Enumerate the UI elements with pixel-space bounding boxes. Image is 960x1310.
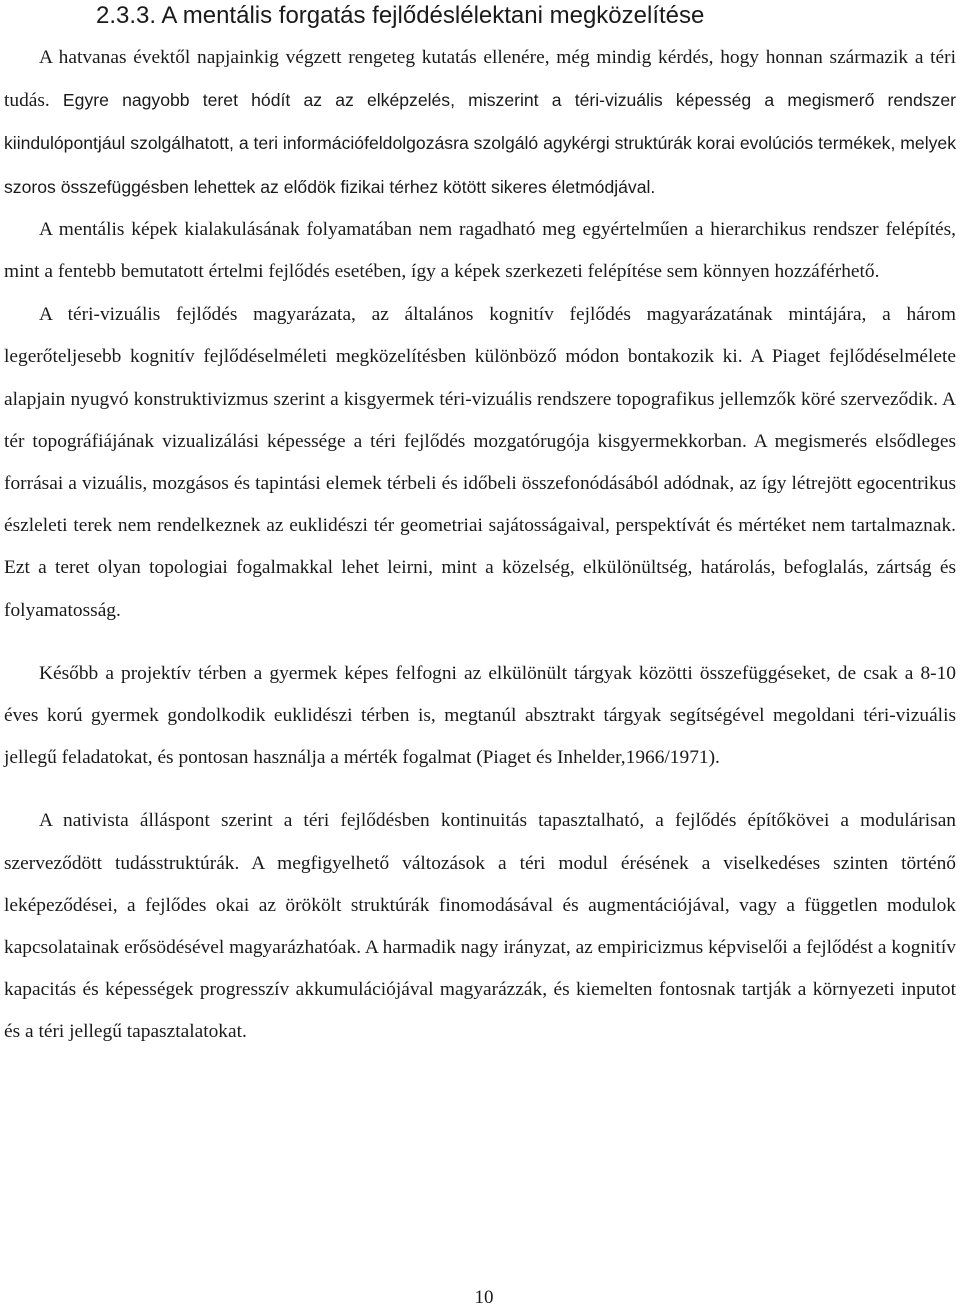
paragraph-origin-of-spatial-knowledge (4, 37, 956, 209)
paragraph-nativist-view: A nativista álláspont szerint a téri fejlődésben kontinuitás tapasztalható, a fejlődés építőkövei a modulárisan szerveződött tudásstruktúrák. A megfigyelhető változások a téri modul érésének a viselkedéses szinten történő leképeződései, a fejlődes okai az örökölt struktúrák finomodásával és augmentációjával, vagy a független modulok kapcsolatainak erősödésével magyarázhatóak. A harmadik nagy irányzat, az empiricizmus képviselői a fejlődést a kognitív kapacitás és képességek progresszív akkumulációjával magyarázzák, és kiemelten fontosnak tartják a környezeti inputot és a téri jellegű tapasztalatokat. (4, 810, 956, 1043)
document-page (4, 0, 956, 1309)
paragraph-segment-sans: Egyre nagyobb teret hódít az az elképzelés, miszerint a téri-vizuális képesség a megismerő rendszer kiindulópontjául szolgálhatott, a teri (4, 90, 956, 154)
paragraph-spatial-development: A téri-vizuális fejlődés magyarázata, az általános kognitív fejlődés magyarázatának mintájára, a három legerőteljesebb kognitív fejlődéselméleti megközelítésben különböző módon bontakozik ki. A Piaget fejlődéselmélete alapjain nyugvó konstruktivizmus szerint a kisgyermek téri-vizuális rendszere topografikus jellemzők köré szerveződik. A tér topográfiájának vizualizálási képessége a téri fejlődés mozgatórugója kisgyermekkorban. A megismerés elsődleges forrásai a vizuális, mozgásos és tapintási elemek térbeli és időbeli összefonódásából adódnak, az így létrejött egocentrikus észleleti terek nem rendelkeznek az euklidészi tér geometriai sajátosságaival, perspektívát és mértéket nem tartalmaznak. Ezt a teret olyan topologiai fogalmakkal lehet leirni, mint a közelség, elkülönültség, határolás, befoglalás, zártság és folyamatosság. (4, 304, 956, 621)
section-heading: 2.3.3. A mentális forgatás fejlődéslélektani megközelítése (96, 2, 705, 29)
paragraph-segment-serif: A hatvanas évektől napjainkig végzett rengeteg kutatás ellenére, még mindig kérdés, hogy honnan származik a téri tudás. (4, 47, 956, 112)
body-text (4, 37, 956, 1054)
paragraph-segment-sans: információfeldolgozásra szolgáló agykérgi struktúrák korai evolúciós termékek, melyek szoros összefüggésben lehettek az elődök fizikai térhez kötött sikeres életmódjával. (4, 133, 956, 197)
page-number: 10 (474, 1287, 494, 1308)
paragraph-mental-images: A mentális képek kialakulásának folyamatában nem ragadható meg egyértelműen a hierarchikus rendszer felépítés, mint a fentebb bemutatott értelmi fejlődés esetében, így a képek szerkezeti felépítése sem könnyen hozzáférhető. (4, 218, 956, 283)
paragraph-projective-space: Később a projektív térben a gyermek képes felfogni az elkülönült tárgyak közötti összefüggéseket, de csak a 8-10 éves korú gyermek gondolkodik euklidészi térben is, megtanúl absztrakt tárgyak segítségével megoldani téri-vizuális jellegű feladatokat, és pontosan használja a mérték fogalmat (Piaget és Inhelder,1966/1971). (4, 662, 956, 769)
